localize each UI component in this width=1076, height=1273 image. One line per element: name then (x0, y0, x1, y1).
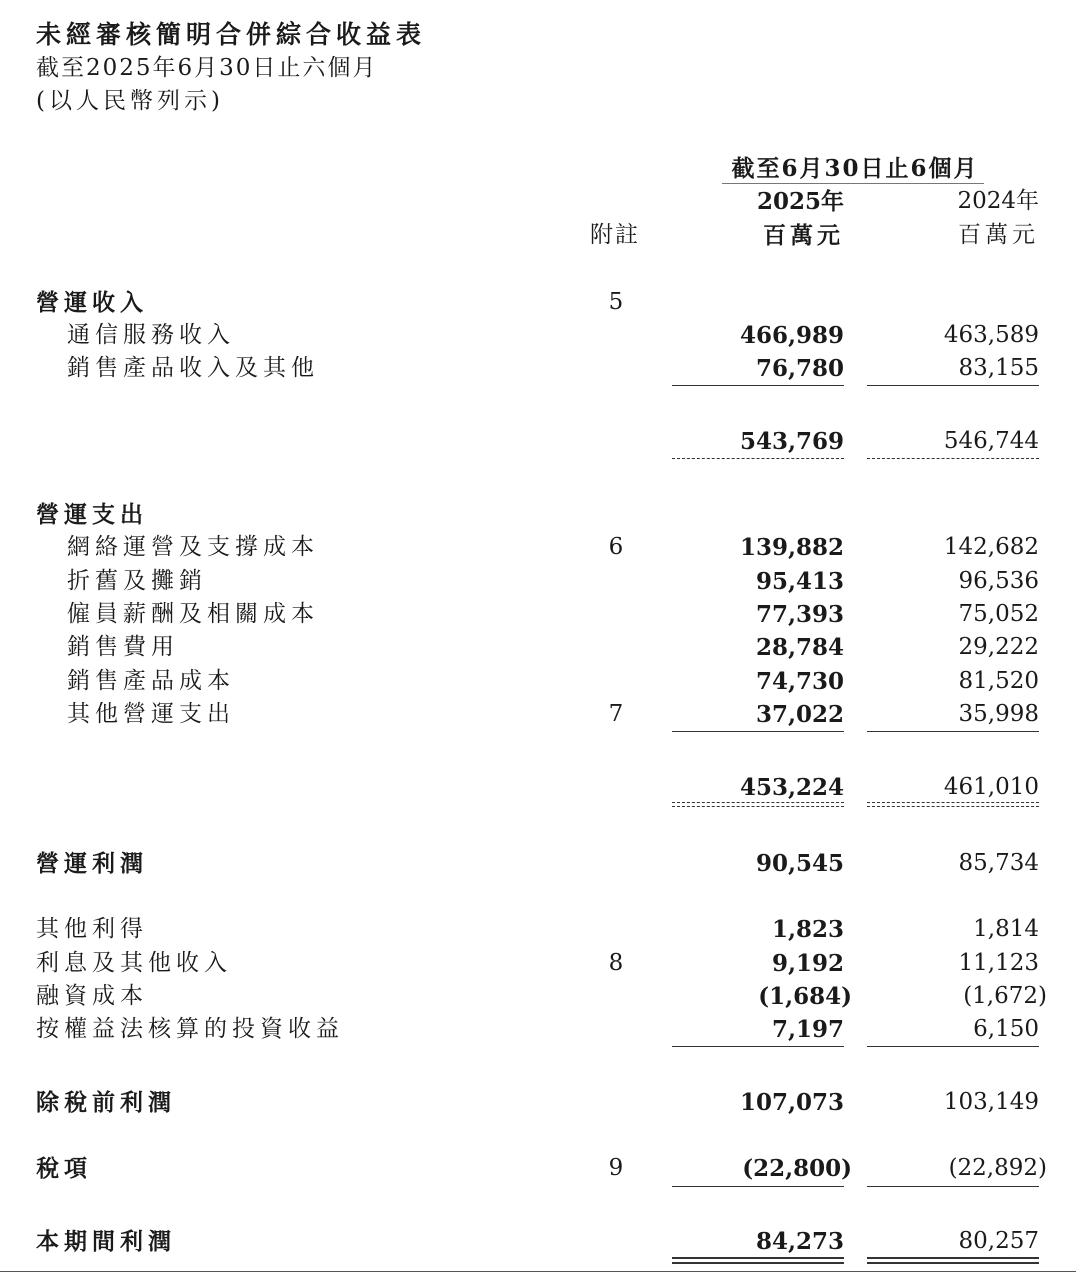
profit-before-tax-label: 除稅前利潤 (36, 1089, 176, 1116)
subtotal-rule (867, 385, 1039, 386)
total-dashed-rule (867, 458, 1039, 459)
statement-currency: (以人民幣列示) (36, 88, 224, 114)
subtotal-rule (672, 731, 844, 732)
other-item-current: 1,823 (771, 916, 844, 943)
unit-current-heading: 百萬元 (763, 222, 844, 249)
year-prior-heading: 2024年 (957, 188, 1039, 214)
expense-item-prior: 96,536 (958, 568, 1039, 594)
other-item-label: 按權益法核算的投資收益 (36, 1016, 344, 1042)
expense-item-note: 6 (608, 534, 624, 560)
expense-item-current: 139,882 (739, 534, 844, 561)
revenue-item-prior: 83,155 (958, 355, 1039, 381)
other-item-label: 其他利得 (36, 916, 148, 942)
other-item-prior: 1,814 (973, 916, 1039, 942)
expense-item-prior: 29,222 (958, 634, 1039, 660)
tax-current: (22,800) (742, 1155, 852, 1182)
profit-for-period-current: 84,273 (755, 1228, 844, 1255)
subtotal-rule (672, 1046, 844, 1047)
other-item-current: (1,684) (758, 983, 852, 1010)
profit-for-period-prior: 80,257 (958, 1228, 1039, 1254)
other-item-prior: 6,150 (973, 1016, 1039, 1042)
expense-item-current: 74,730 (755, 668, 844, 695)
revenue-item-label: 通信服務收入 (67, 322, 235, 348)
subtotal-rule (672, 1186, 844, 1187)
total-double-dashed-rule (867, 802, 1039, 807)
final-double-rule (867, 1257, 1039, 1264)
final-double-rule (672, 1257, 844, 1264)
revenue-total-current: 543,769 (739, 428, 844, 455)
expense-item-note: 7 (608, 701, 624, 727)
revenue-section-label: 營運收入 (36, 289, 148, 316)
tax-prior: (22,892) (948, 1155, 1047, 1181)
column-period-heading: 截至6月30日止6個月 (731, 155, 979, 182)
revenue-item-prior: 463,589 (943, 322, 1039, 348)
subtotal-rule (867, 731, 1039, 732)
subtotal-rule (867, 1186, 1039, 1187)
expense-item-prior: 35,998 (958, 701, 1039, 727)
revenue-item-current: 466,989 (739, 322, 844, 349)
other-item-label: 融資成本 (36, 983, 148, 1009)
expenses-total-current: 453,224 (739, 774, 844, 801)
revenue-total-prior: 546,744 (943, 428, 1039, 454)
expense-item-current: 28,784 (755, 634, 844, 661)
expense-item-label: 僱員薪酬及相關成本 (67, 601, 319, 627)
expenses-total-prior: 461,010 (943, 774, 1039, 800)
expense-item-current: 37,022 (755, 701, 844, 728)
operating-profit-label: 營運利潤 (36, 850, 148, 877)
tax-note: 9 (608, 1155, 624, 1181)
expense-item-prior: 81,520 (958, 668, 1039, 694)
profit-before-tax-prior: 103,149 (943, 1089, 1039, 1115)
other-item-note: 8 (608, 950, 624, 976)
other-item-prior: 11,123 (958, 950, 1039, 976)
subtotal-rule (672, 385, 844, 386)
expense-item-label: 網絡運營及支撐成本 (67, 534, 319, 560)
expense-item-label: 銷售費用 (67, 634, 179, 660)
year-current-heading: 2025年 (756, 188, 844, 215)
expense-item-current: 95,413 (755, 568, 844, 595)
statement-title: 未經審核簡明合併綜合收益表 (36, 20, 427, 49)
operating-profit-current: 90,545 (755, 850, 844, 877)
tax-label: 稅項 (36, 1155, 92, 1182)
other-item-label: 利息及其他收入 (36, 950, 232, 976)
total-double-dashed-rule (672, 802, 844, 807)
profit-for-period-label: 本期間利潤 (36, 1228, 176, 1255)
other-item-current: 9,192 (771, 950, 844, 977)
expense-item-prior: 142,682 (943, 534, 1039, 560)
expense-item-label: 銷售產品成本 (67, 668, 235, 694)
subtotal-rule (867, 1046, 1039, 1047)
expense-item-label: 折舊及攤銷 (67, 568, 207, 594)
profit-before-tax-current: 107,073 (739, 1089, 844, 1116)
unit-prior-heading: 百萬元 (958, 222, 1039, 248)
expense-item-label: 其他營運支出 (67, 701, 235, 727)
revenue-note: 5 (608, 289, 624, 315)
statement-period: 截至2025年6月30日止六個月 (36, 55, 378, 81)
revenue-item-label: 銷售產品收入及其他 (67, 355, 319, 381)
expense-item-current: 77,393 (755, 601, 844, 628)
other-item-prior: (1,672) (963, 983, 1047, 1009)
revenue-item-current: 76,780 (755, 355, 844, 382)
other-item-current: 7,197 (771, 1016, 844, 1043)
period-heading-rule (722, 183, 984, 184)
operating-profit-prior: 85,734 (958, 850, 1039, 876)
page-bottom-rule (0, 1271, 1076, 1272)
expense-item-prior: 75,052 (958, 601, 1039, 627)
note-column-heading: 附註 (590, 222, 640, 248)
total-dashed-rule (672, 458, 844, 459)
expenses-section-label: 營運支出 (36, 501, 148, 528)
